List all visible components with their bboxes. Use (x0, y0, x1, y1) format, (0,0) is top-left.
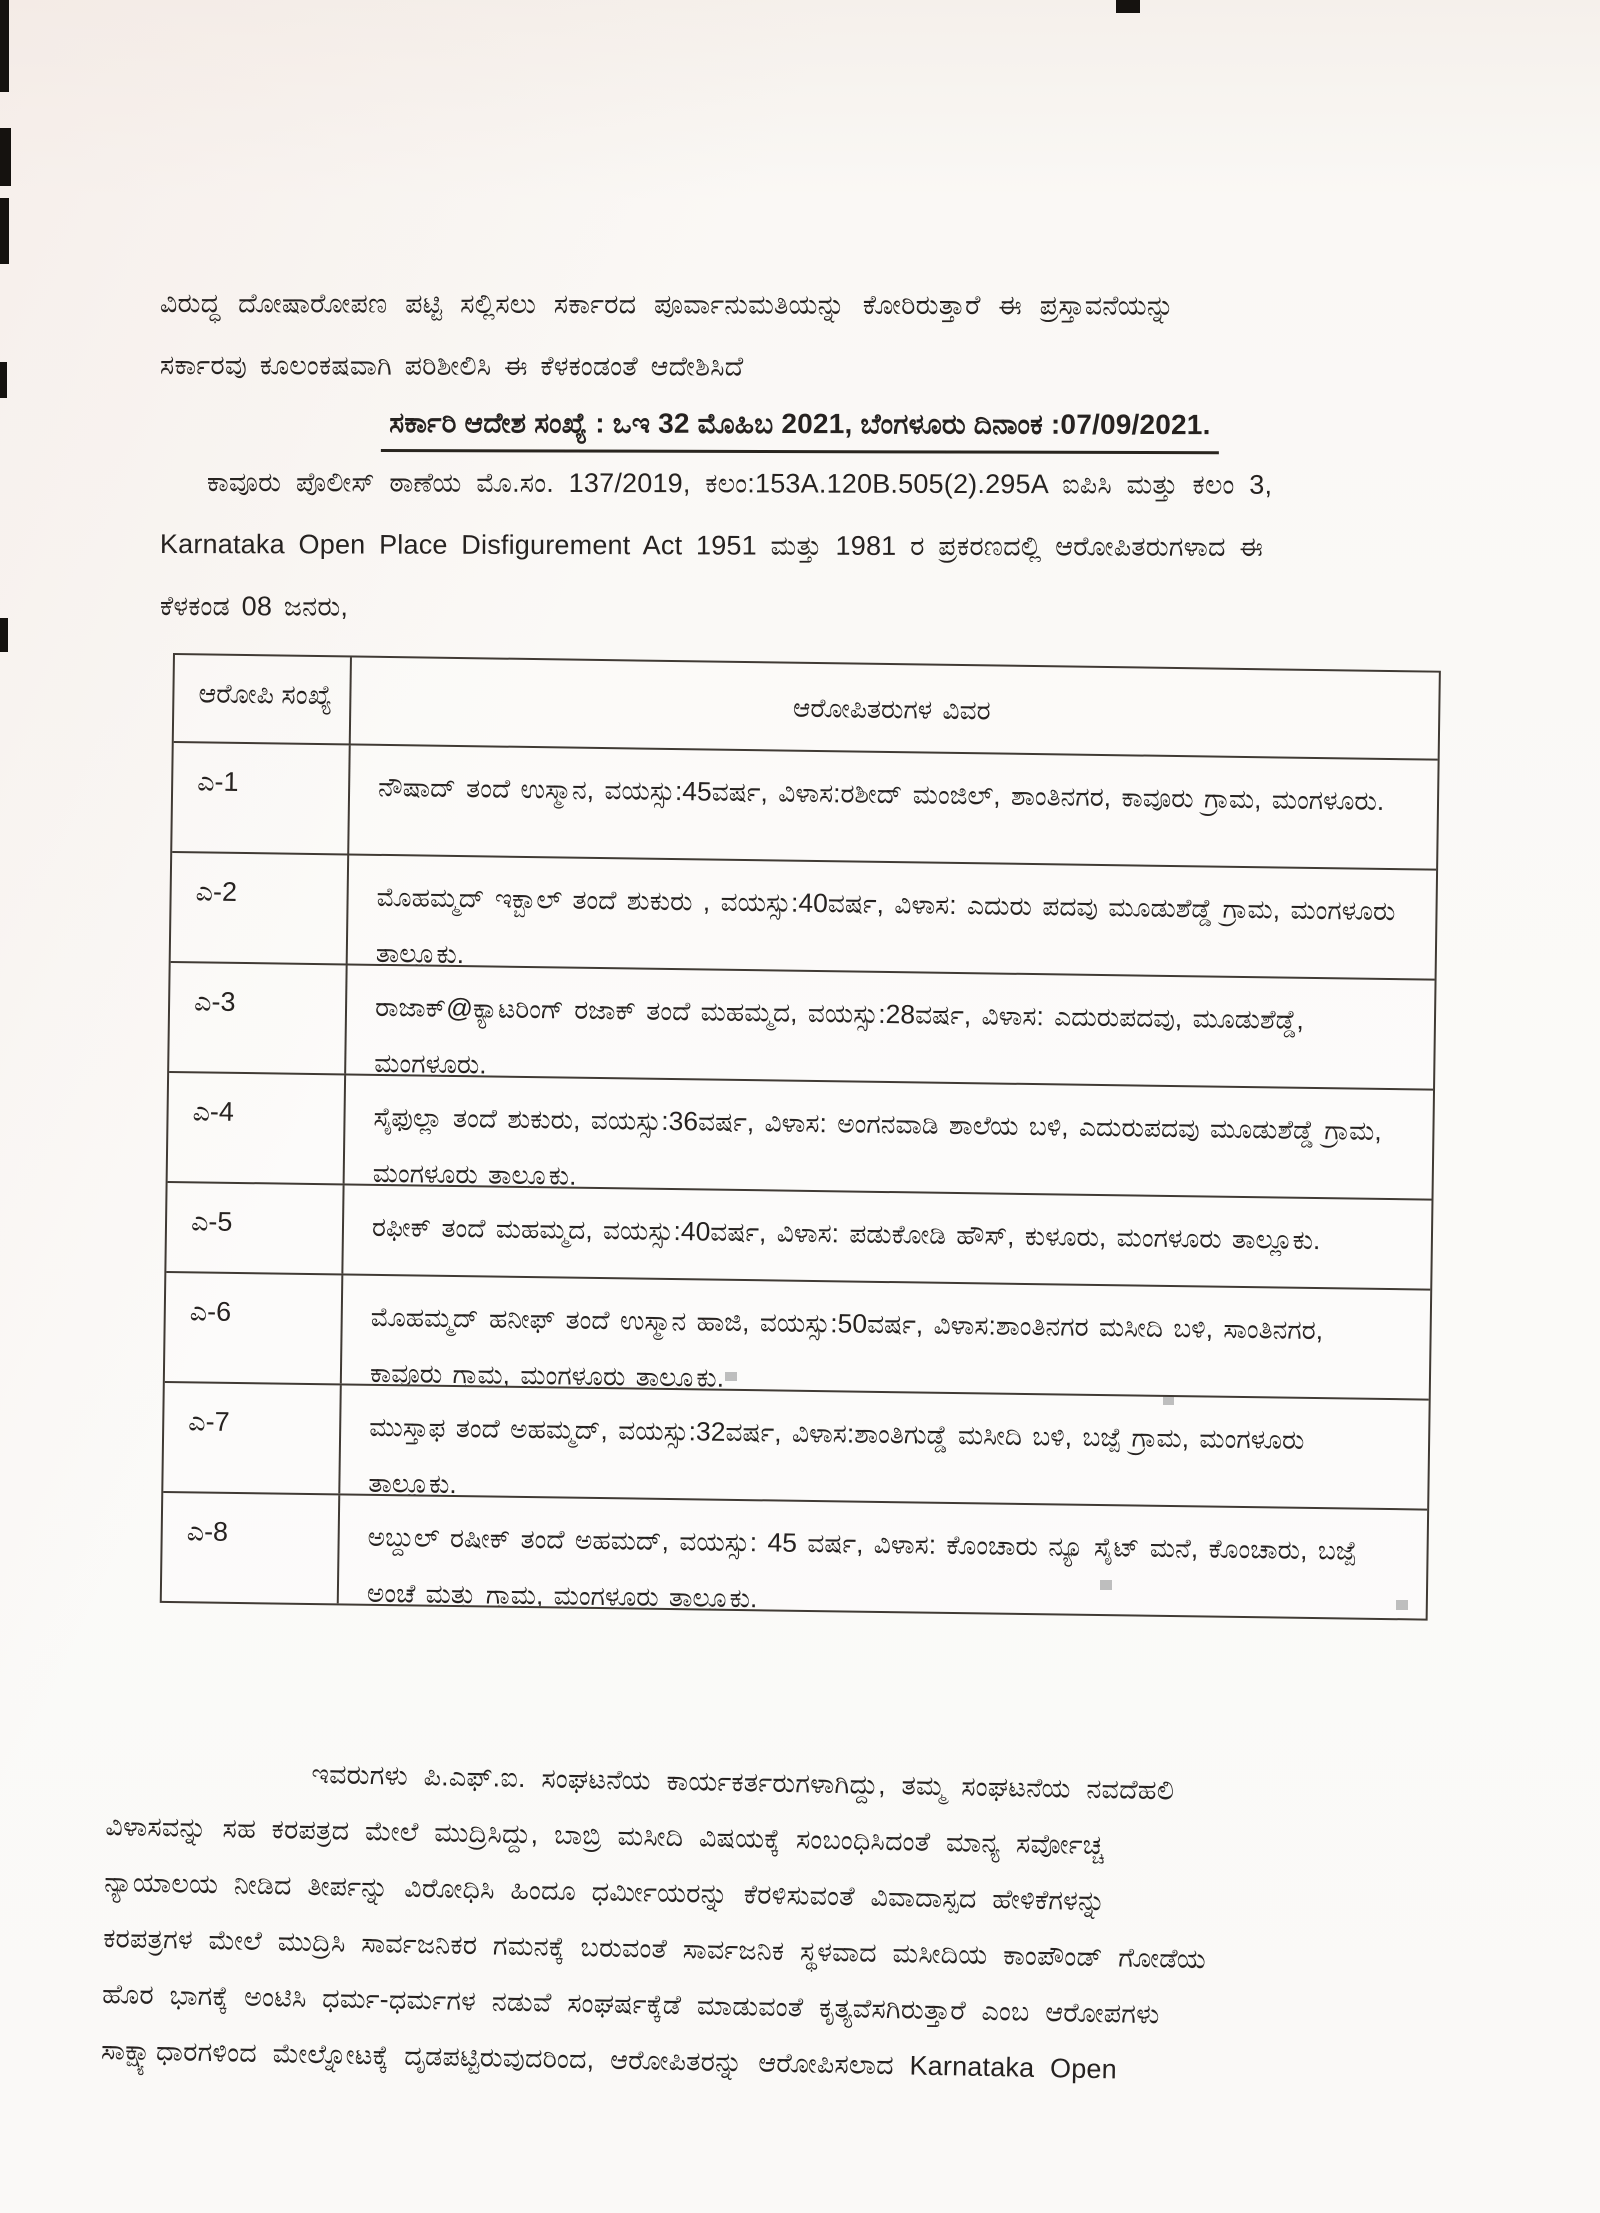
row-details-cell: ಮೊಹಮ್ಮದ್ ಹನೀಫ್ ತಂದೆ ಉಸ್ಮಾನ ಹಾಜಿ, ವಯಸ್ಸು:50ವರ್ಷ, ವಿಳಾಸ:ಶಾಂತಿನಗರ ಮಸೀದಿ ಬಳಿ, ಸಾಂತಿನಗರ, ಕಾವೂರು ಗ್ರಾಮ, ಮಂಗಳೂರು ತಾಲ್ಲೂಕು. (369, 1301, 1324, 1393)
row-details-cell: ನೌಷಾದ್ ತಂದೆ ಉಸ್ಮಾನ, ವಯಸ್ಸು:45ವರ್ಷ, ವಿಳಾಸ:ರಶೀದ್ ಮಂಜಿಲ್, ಶಾಂತಿನಗರ, ಕಾವೂರು ಗ್ರಾಮ, ಮಂಗಳೂರು. (377, 771, 1385, 816)
closing-line: ವಿಳಾಸವನ್ನು ಸಹ ಕರಪತ್ರದ ಮೇಲೆ ಮುದ್ರಿಸಿದ್ದು, ಬಾಬ್ರಿ ಮಸೀದಿ ವಿಷಯಕ್ಕೆ ಸಂಬಂಧಿಸಿದಂತೆ ಮಾನ್ಯ ಸರ್ವೋಚ್ಚ (105, 1810, 1105, 1861)
table-row (172, 741, 1437, 869)
header-accused-details: ಆರೋಪಿತರುಗಳ ವಿವರ (792, 692, 991, 726)
table-row (166, 1181, 1431, 1289)
case-paragraph-line-1: ಕಾವೂರು ಪೊಲೀಸ್ ಠಾಣೆಯ ಮೊ.ಸಂ. 137/2019, ಕಲಂ:153A.120B.505(2).295A ಐಪಿಸಿ ಮತ್ತು ಕಲಂ 3, (206, 467, 1273, 500)
row-number-cell: ಎ-2 (171, 853, 349, 963)
intro-paragraph-line-2: ಸರ್ಕಾರವು ಕೂಲಂಕಷವಾಗಿ ಪರಿಶೀಲಿಸಿ ಈ ಕೆಳಕಂಡಂತೆ ಆದೇಶಿಸಿದೆ (159, 350, 744, 382)
scan-artifact-left-edge (0, 362, 7, 398)
row-number-cell: ಎ-5 (166, 1183, 344, 1273)
case-paragraph-line-2: Karnataka Open Place Disfigurement Act 1951 ಮತ್ತು 1981 ರ ಪ್ರಕರಣದಲ್ಲಿ ಆರೋಪಿತರುಗಳಾದ ಈ (159, 529, 1264, 562)
intro-paragraph-line-1: ವಿರುದ್ಧ ದೋಷಾರೋಪಣ ಪಟ್ಟಿ ಸಲ್ಲಿಸಲು ಸರ್ಕಾರದ ಪೂರ್ವಾನುಮತಿಯನ್ನು ಕೋರಿರುತ್ತಾರೆ ಈ ಪ್ರಸ್ತಾವನೆಯನ್ನು (159, 288, 1175, 321)
closing-line: ನ್ಯಾಯಾಲಯ ನೀಡಿದ ತೀರ್ಪನ್ನು ವಿರೋಧಿಸಿ ಹಿಂದೂ ಧರ್ಮೀಯರನ್ನು ಕೆರಳಿಸುವಂತೆ ವಿವಾದಾಸ್ಪದ ಹೇಳಿಕೆಗಳನ್ನು (104, 1866, 1106, 1917)
closing-line: ಇವರುಗಳು ಪಿ.ಎಫ್.ಐ. ಸಂಘಟನೆಯ ಕಾರ್ಯಕರ್ತರುಗಳಾಗಿದ್ದು, ತಮ್ಮ ಸಂಘಟನೆಯ ನವದೆಹಲಿ (311, 1758, 1175, 1806)
scan-artifact-left-edge (0, 0, 9, 92)
closing-line: ಹೊರ ಭಾಗಕ್ಕೆ ಅಂಟಿಸಿ ಧರ್ಮ-ಧರ್ಮಗಳ ನಡುವೆ ಸಂಘರ್ಷಕ್ಕೆಡೆ ಮಾಡುವಂತೆ ಕೃತ್ಯವೆಸಗಿರುತ್ತಾರೆ ಎಂಬ ಆರೋಪಗಳು (101, 1978, 1160, 2030)
scan-artifact-top-edge (1116, 0, 1140, 13)
row-number-cell: ಎ-3 (169, 963, 347, 1073)
table-row (165, 1271, 1430, 1399)
row-number-cell: ಎ-4 (168, 1073, 346, 1183)
scan-artifact-left-edge (0, 198, 9, 264)
table-row (168, 1071, 1433, 1199)
table-row (163, 1381, 1428, 1509)
row-details-cell: ರಾಜಾಕ್@ಕ್ಯಾಟರಿಂಗ್ ರಜಾಕ್ ತಂದೆ ಮಹಮ್ಮದ, ವಯಸ್ಸು:28ವರ್ಷ, ವಿಳಾಸ: ಎದುರುಪದವು, ಮೂಡುಶೆಡ್ಡೆ, ಮಂಗಳೂರು. (374, 991, 1305, 1080)
table-header-row (174, 655, 1439, 759)
row-number-cell: ಎ-6 (165, 1273, 343, 1383)
order-number-text: ಸರ್ಕಾರಿ ಆದೇಶ ಸಂಖ್ಯೆ : ಒಇ 32 ಮೊಹಿಬ 2021, ಬೆಂಗಳೂರು ದಿನಾಂಕ :07/09/2021. (381, 407, 1218, 454)
row-details-cell: ಸೈಫುಲ್ಲಾ ತಂದೆ ಶುಕುರು, ವಯಸ್ಸು:36ವರ್ಷ, ವಿಳಾಸ: ಅಂಗನವಾಡಿ ಶಾಲೆಯ ಬಳಿ, ಎದುರುಪದವು ಮೂಡುಶೆಡ್ಡೆ ಗ್ರಾಮ, ಮಂಗಳೂರು ತಾಲ್ಲೂಕು. (372, 1101, 1382, 1191)
table-row (162, 1491, 1427, 1619)
header-accused-number: ಆರೋಪಿ ಸಂಖ್ಯೆ (174, 655, 352, 743)
table-row (169, 961, 1434, 1089)
row-details-cell: ಅಬ್ದುಲ್ ರಷೀಕ್ ತಂದೆ ಅಹಮದ್, ವಯಸ್ಸು: 45 ವರ್ಷ, ವಿಳಾಸ: ಕೊಂಚಾರು ನ್ಯೂ ಸೈಟ್ ಮನೆ, ಕೊಂಚಾರು, ಬಜ್ಪೆ ಅಂಚೆ ಮತ್ತು ಗ್ರಾಮ, ಮಂಗಳೂರು ತಾಲ್ಲೂಕು. (366, 1521, 1357, 1614)
row-details-cell: ಮೊಹಮ್ಮದ್ ಇಕ್ಬಾಲ್ ತಂದೆ ಶುಕುರು , ವಯಸ್ಸು:40ವರ್ಷ, ವಿಳಾಸ: ಎದುರು ಪದವು ಮೂಡುಶೆಡ್ಡೆ ಗ್ರಾಮ, ಮಂಗಳೂರು ತಾಲ್ಲೂಕು. (375, 881, 1396, 970)
closing-paragraph (101, 1742, 1519, 2105)
row-details-cell: ಮುಸ್ತಾಫ ತಂದೆ ಅಹಮ್ಮದ್, ವಯಸ್ಸು:32ವರ್ಷ, ವಿಳಾಸ:ಶಾಂತಿಗುಡ್ಡೆ ಮಸೀದಿ ಬಳಿ, ಬಜ್ಪೆ ಗ್ರಾಮ, ಮಂಗಳೂರು ತಾಲ್ಲೂಕು. (368, 1411, 1305, 1500)
scan-artifact-left-edge (0, 128, 11, 186)
row-number-cell: ಎ-8 (162, 1493, 340, 1603)
table-row (171, 851, 1436, 979)
row-number-cell: ಎ-7 (163, 1383, 341, 1493)
scan-artifact-left-edge (0, 618, 8, 652)
row-number-cell: ಎ-1 (172, 743, 350, 853)
closing-line: ಕರಪತ್ರಗಳ ಮೇಲೆ ಮುದ್ರಿಸಿ ಸಾರ್ವಜನಿಕರ ಗಮನಕ್ಕೆ ಬರುವಂತೆ ಸಾರ್ವಜನಿಕ ಸ್ಥಳವಾದ ಮಸೀದಿಯ ಕಾಂಪೌಂಡ್ ಗೋಡೆಯ (102, 1922, 1207, 1975)
accused-table (160, 653, 1441, 1621)
closing-line: ಸಾಕ್ಷ್ಯಾಧಾರಗಳಿಂದ ಮೇಲ್ನೋಟಕ್ಕೆ ದೃಡಪಟ್ಟಿರುವುದರಿಂದ, ಆರೋಪಿತರನ್ನು ಆರೋಪಿಸಲಾದ Karnataka Open (100, 2034, 1118, 2085)
order-number-line (0, 406, 1600, 455)
row-details-cell: ರಫೀಕ್ ತಂದೆ ಮಹಮ್ಮದ, ವಯಸ್ಸು:40ವರ್ಷ, ವಿಳಾಸ: ಪಡುಕೋಡಿ ಹೌಸ್, ಕುಳೂರು, ಮಂಗಳೂರು ತಾಲ್ಲೂಕು. (371, 1211, 1321, 1256)
case-paragraph-line-3: ಕೆಳಕಂಡ 08 ಜನರು, (159, 591, 349, 622)
